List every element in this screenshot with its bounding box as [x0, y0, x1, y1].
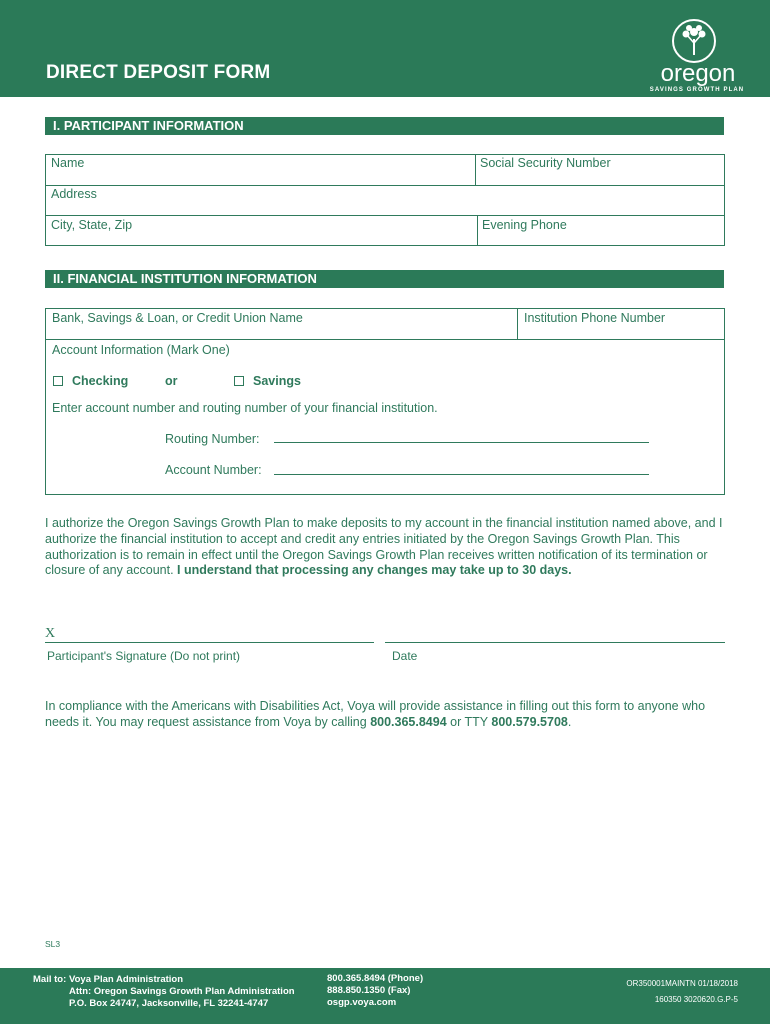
evening-phone-field[interactable]: Evening Phone — [482, 218, 567, 232]
signature-input[interactable] — [45, 642, 374, 643]
form-code-1: OR350001MAINTN 01/18/2018 — [626, 979, 738, 988]
logo-subtitle: SAVINGS GROWTH PLAN — [649, 87, 745, 93]
contact-info — [327, 973, 423, 1009]
ada-notice — [45, 699, 725, 731]
checking-option[interactable] — [53, 374, 128, 388]
authorization-body: I authorize the Oregon Savings Growth Plan to make deposits to my account in the financial institution named above, and I authorize the financial institution to accept and credit any entries initiated by the Oregon Savings Growth Plan. This authorization is to remain in effect until the Oregon Savings Growth Plan receives written notification of its termination or closure of any account. — [45, 516, 723, 578]
ada-tty-text: or TTY — [450, 714, 488, 729]
date-input[interactable] — [385, 642, 725, 643]
divider — [45, 339, 725, 340]
participant-info-box — [45, 154, 725, 246]
routing-number-input[interactable] — [274, 442, 649, 443]
divider — [475, 154, 476, 185]
checking-label: Checking — [72, 374, 129, 388]
checkbox-icon[interactable] — [234, 376, 244, 386]
divider — [477, 215, 478, 246]
tree-icon — [672, 19, 716, 63]
ada-period: . — [567, 714, 572, 729]
routing-number-label: Routing Number: — [165, 432, 260, 446]
form-code-2: 160350 3020620.G.P-5 — [654, 995, 738, 1004]
section-participant-header: I. PARTICIPANT INFORMATION — [45, 117, 724, 135]
contact-web[interactable]: osgp.voya.com — [327, 997, 397, 1008]
signature-x-mark: X — [45, 626, 56, 641]
checkbox-icon[interactable] — [53, 376, 63, 386]
date-label: Date — [392, 649, 418, 663]
bank-name-field[interactable]: Bank, Savings & Loan, or Credit Union Name — [52, 311, 303, 325]
form-code: SL3 — [45, 939, 61, 949]
account-number-label: Account Number: — [165, 463, 262, 477]
mail-address — [69, 974, 295, 1010]
divider — [45, 185, 725, 186]
mail-line: P.O. Box 24747, Jacksonville, FL 32241-4747 — [69, 998, 269, 1009]
mail-line: Voya Plan Administration — [69, 974, 184, 985]
ada-phone: 800.365.8494 — [370, 714, 447, 729]
authorization-bold: I understand that processing any changes may take up to 30 days. — [177, 563, 572, 578]
contact-phone: 800.365.8494 (Phone) — [327, 973, 424, 984]
institution-phone-field[interactable]: Institution Phone Number — [524, 311, 666, 325]
divider — [517, 308, 518, 340]
account-number-input[interactable] — [274, 474, 649, 475]
authorization-text — [45, 516, 725, 579]
ada-tty-number: 800.579.5708 — [491, 714, 568, 729]
signature-label: Participant's Signature (Do not print) — [47, 649, 241, 663]
ada-text: In compliance with the Americans with Disabilities Act, Voya will provide assistance in filling out this form to anyone who needs it. You may request assistance from Voya by calling — [45, 699, 706, 729]
ssn-field[interactable]: Social Security Number — [480, 156, 611, 170]
section-financial-header: II. FINANCIAL INSTITUTION INFORMATION — [45, 270, 724, 288]
city-state-zip-field[interactable]: City, State, Zip — [51, 218, 133, 232]
mail-to-label: Mail to: — [33, 974, 67, 985]
savings-label: Savings — [253, 374, 301, 388]
account-info-label: Account Information (Mark One) — [52, 343, 230, 357]
or-text: or — [165, 374, 178, 388]
divider — [45, 215, 725, 216]
address-field[interactable]: Address — [51, 187, 97, 201]
mail-line: Attn: Oregon Savings Growth Plan Administration — [69, 986, 295, 997]
name-field[interactable]: Name — [51, 156, 85, 170]
contact-fax: 888.850.1350 (Fax) — [327, 985, 411, 996]
account-instructions: Enter account number and routing number of your financial institution. — [52, 401, 438, 415]
savings-option[interactable] — [234, 374, 301, 388]
form-title: DIRECT DEPOSIT FORM — [46, 62, 271, 83]
logo-wordmark: oregon — [660, 60, 736, 87]
